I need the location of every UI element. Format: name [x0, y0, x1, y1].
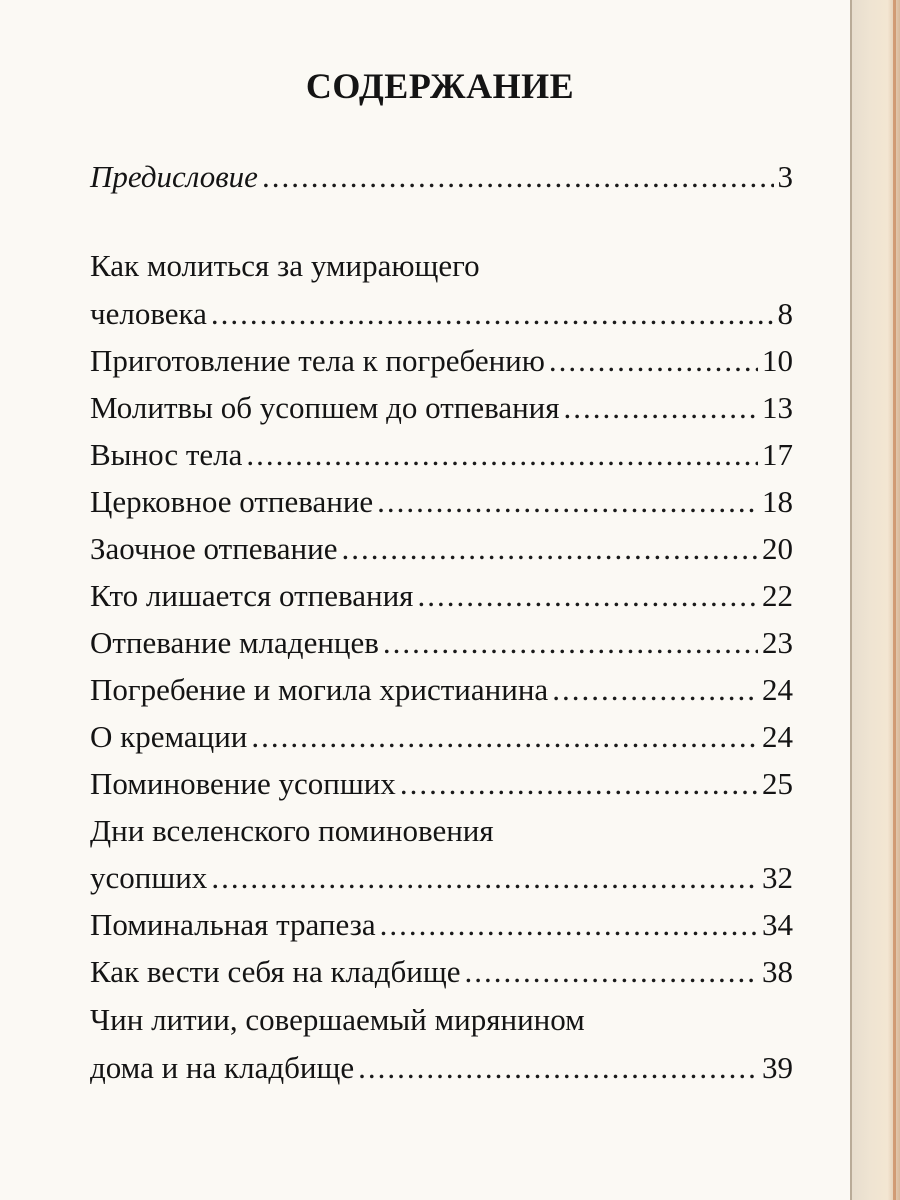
- toc-entry-title: Кто лишается отпевания: [90, 578, 414, 613]
- toc-entry-page: 32: [762, 860, 793, 895]
- toc-entry-title: Предисловие: [90, 159, 258, 194]
- toc-entry: [90, 714, 793, 760]
- toc-entry: [90, 949, 793, 995]
- toc-leader-dots: [358, 1045, 758, 1091]
- toc-entry-title-line1: Дни вселенского поминовения: [90, 813, 494, 848]
- toc-entry: [90, 154, 793, 200]
- toc-entry: [90, 479, 793, 525]
- toc-entry-page: 17: [762, 437, 793, 472]
- toc-entry-page: 39: [762, 1050, 793, 1085]
- toc-entry-title-line1: Чин литии, совершаемый мирянином: [90, 1002, 585, 1037]
- toc-entry-page: 34: [762, 907, 793, 942]
- toc-entry-title: усопших: [90, 860, 208, 895]
- toc-entry-page: 24: [762, 672, 793, 707]
- toc-entry: [90, 855, 793, 901]
- toc-entry-page: 18: [762, 484, 793, 519]
- toc-entry: [90, 526, 793, 572]
- toc-leader-dots: [377, 479, 758, 525]
- toc-entry-page: 38: [762, 954, 793, 989]
- toc-entry: [90, 902, 793, 948]
- toc-leader-dots: [552, 667, 758, 713]
- toc-entry-page: 23: [762, 625, 793, 660]
- toc-leader-dots: [465, 949, 758, 995]
- toc-leader-dots: [341, 526, 758, 572]
- toc-entry-title: Погребение и могила христианина: [90, 672, 549, 707]
- toc-leader-dots: [549, 338, 758, 384]
- toc-entry-title: Как вести себя на кладбище: [90, 954, 461, 989]
- toc-entry: [90, 667, 793, 713]
- toc-entry-title: Поминальная трапеза: [90, 907, 376, 942]
- toc-entry-title: человека: [90, 296, 207, 331]
- toc-entry-title: Вынос тела: [90, 437, 243, 472]
- toc-entry-page: 8: [777, 296, 793, 331]
- toc-entry: [90, 338, 793, 384]
- toc-leader-dots: [211, 855, 758, 901]
- toc-entry-title: Приготовление тела к погребению: [90, 343, 545, 378]
- page-edge-border: [893, 0, 896, 1200]
- toc-leader-dots: [380, 902, 758, 948]
- toc-entry: [90, 620, 793, 666]
- toc-leader-dots: [383, 620, 758, 666]
- toc-leader-dots: [211, 291, 774, 337]
- page-title: СОДЕРЖАНИЕ: [305, 66, 575, 106]
- toc-entry-title-line1: Как молиться за умирающего: [90, 248, 480, 283]
- toc-entry-page: 22: [762, 578, 793, 613]
- toc-entry: [90, 291, 793, 337]
- toc-entry-title: Молитвы об усопшем до отпевания: [90, 390, 560, 425]
- page-edge-shadow: [850, 0, 852, 1200]
- toc-entry-page: 13: [762, 390, 793, 425]
- toc-entry: [90, 573, 793, 619]
- toc-entry-page: 25: [762, 766, 793, 801]
- toc-entry-title: дома и на кладбище: [90, 1050, 355, 1085]
- toc-leader-dots: [262, 154, 774, 200]
- toc-entry-page: 24: [762, 719, 793, 754]
- toc-entry: [90, 761, 793, 807]
- toc-entry-title: О кремации: [90, 719, 248, 754]
- toc-entry: [90, 432, 793, 478]
- toc-entry: [90, 1045, 793, 1091]
- toc-entry-page: 10: [762, 343, 793, 378]
- toc-entry-title: Поминовение усопших: [90, 766, 396, 801]
- toc-entry-title: Отпевание младенцев: [90, 625, 379, 660]
- toc-entry-page: 20: [762, 531, 793, 566]
- toc-leader-dots: [246, 432, 758, 478]
- toc-entry: [90, 385, 793, 431]
- toc-leader-dots: [564, 385, 758, 431]
- toc-entry-title: Заочное отпевание: [90, 531, 338, 566]
- toc-entry-page: 3: [777, 159, 793, 194]
- toc-entry-title: Церковное отпевание: [90, 484, 374, 519]
- toc-leader-dots: [251, 714, 758, 760]
- toc-leader-dots: [417, 573, 758, 619]
- toc-leader-dots: [400, 761, 758, 807]
